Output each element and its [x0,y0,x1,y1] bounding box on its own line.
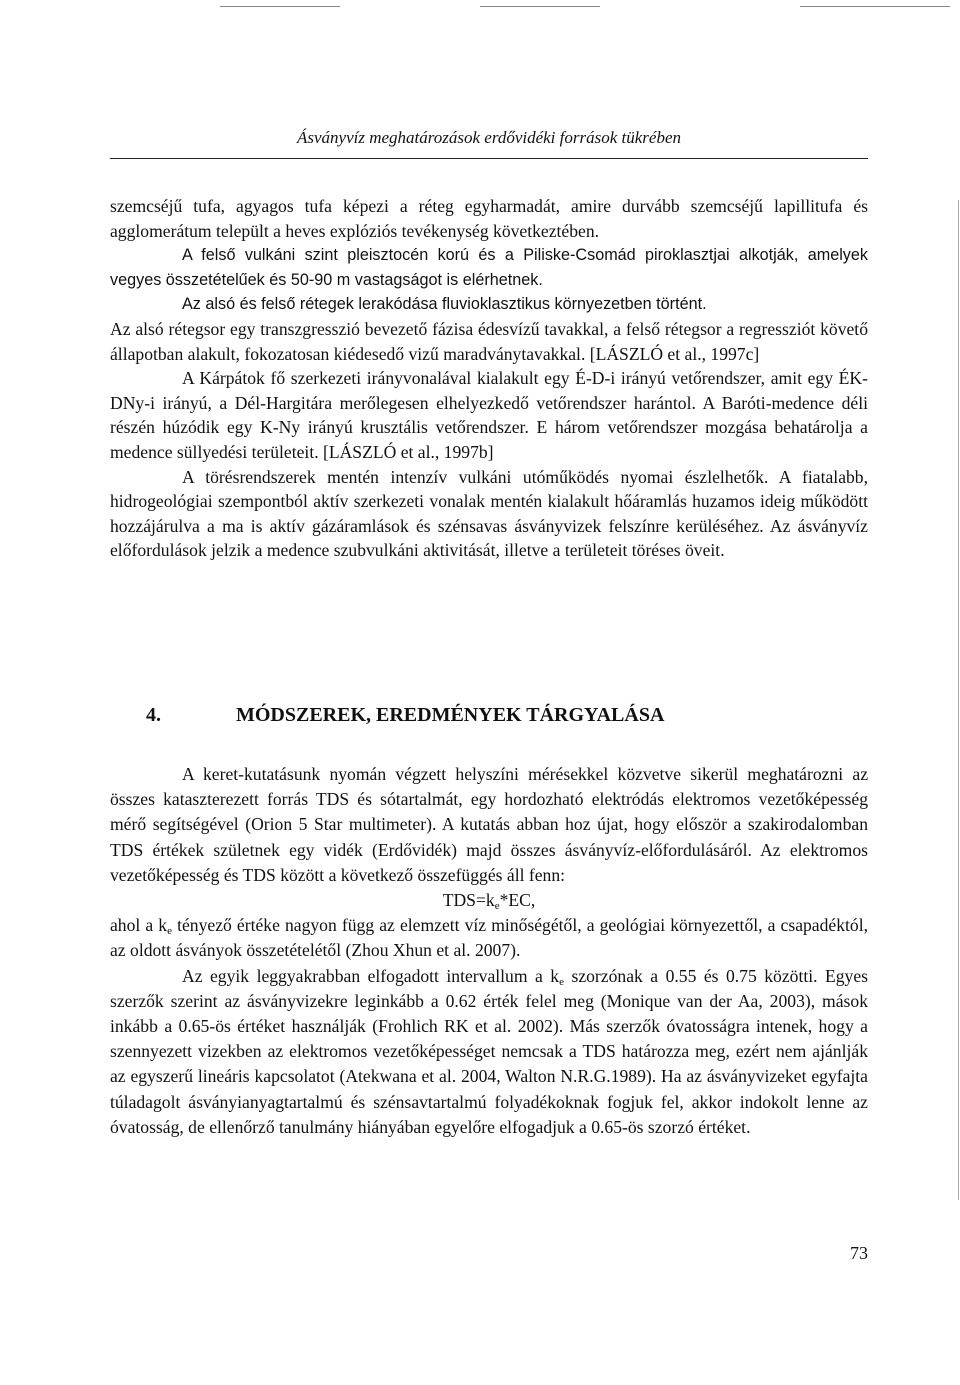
running-header: Ásványvíz meghatározások erdővidéki források tükrében [110,128,868,159]
scan-artifact-top-rule-mid [480,6,600,7]
paragraph-volcanic-activity: A törésrendszerek mentén intenzív vulkáni utóműködés nyomai észlelhetők. A fiatalabb, hidrogeológiai szempontból aktív szerkezeti vonalak mentén kialakult hőáramlás huzamos ideig működött hozzájárulva a ma is aktív gázáramlások és szénsavas ásványvizek felszínre kerüléséhez. Az ásványvíz előfordulások jelzik a medence szubvulkáni aktivitását, illetve a területeit töréses öveit. [110,466,868,561]
section-number: 4. [146,704,161,726]
paragraph-continuation: szemcséjű tufa, agyagos tufa képezi a réteg egyharmadát, amire durvább szemcséjű lapillitufa és agglomerátum települt a heves explóziós tevékenység következtében. [110,196,868,241]
scan-artifact-right-edge [958,200,959,1200]
paragraph-interval-start: Az egyik leggyakrabban elfogadott intervallum a k [182,965,560,986]
scan-artifact-top-rule-right [800,6,950,7]
formula-subscript: e [494,900,500,913]
body-text-top [110,194,868,563]
interval-subscript: e [559,975,564,988]
paragraph-ke-factor [110,913,868,963]
paragraph-ke-factor-start: ahol a k [110,915,168,936]
paragraph-upper-volcanic: A felső vulkáni szint pleisztocén korú és a Piliske-Csomád piroklasztjai alkotják, amelyek vegyes összetételűek és 50-90 m vastagságot is elérhetnek. [110,246,868,289]
scan-artifact-top-rule-left [220,6,340,7]
paragraph-ke-factor-rest: tényező értéke nagyon függ az elemzett víz minőségétől, a geológiai környezettől, a csapadéktól, az oldott ásványok összetételétől (Zhou Xhun et al. 2007). [110,915,868,961]
paragraph-methods: A keret-kutatásunk nyomán végzett helyszíni mérésekkel közvetve sikerül meghatározni az összes kataszterezett forrás TDS és sótartalmát, egy hordozható elektródás elektromos vezetőképesség mérő segítségével (Orion 5 Star multimeter). A kutatás abban hoz újat, hogy először a szakirodalomban TDS értékek születnek egy vidék (Erdővidék) majd összes ásványvíz-előfordulásáról. Az elektromos vezetőképesség és TDS között a következő összefüggés áll fenn: [110,764,868,885]
paragraph-interval-rest: szorzónak a 0.55 és 0.75 közötti. Egyes szerzők szerint az ásványvizekre leginkább a 0.62 érték felel meg (Monique van der Aa, 2003), mások inkább a 0.65-ös értéket használják (Frohlich RK et al. 2002). Más szerzők óvatosságra intenek, hogy a szennyezett vizekben az elektromos vezetőképességet nemcsak a TDS határozza meg, ezért nem ajánlják az egyszerű lineáris kapcsolatot (Atekwana et al. 2004, Walton N.R.G.1989). Ha az ásványvizeket egyfajta túladagolt ásványianyagtartalmú és szénsavtartalmú folyadékoknak fogjuk fel, akkor indokolt lenne az óvatosság, de ellenőrző tanulmány hiányában egyelőre elfogadjuk a 0.65-ös szorzó értéket. [110,965,868,1137]
formula-right: *EC, [499,890,536,911]
formula [110,888,868,913]
section-heading [110,704,868,727]
paragraph-interval [110,964,868,1140]
ke-subscript: e [167,925,172,938]
section-title: MÓDSZEREK, EREDMÉNYEK TÁRGYALÁSA [236,704,665,726]
formula-left: TDS=k [442,890,495,911]
page-number: 73 [850,1243,868,1263]
paragraph-sequences: Az alsó rétegsor egy transzgresszió bevezető fázisa édesvízű tavakkal, a felső rétegsor a regressziót követő állapotban alakult, fokozatosan kiédesedő vizű maradványtavakkal. [LÁSZLÓ et al., 1997c] [110,318,868,364]
paragraph-deposition: Az alsó és felső rétegek lerakódása fluvioklasztikus környezetben történt. [182,295,707,314]
paragraph-fault-systems: A Kárpátok fő szerkezeti irányvonalával kialakult egy É-D-i irányú vetőrendszer, amit egy ÉK-DNy-i irányú, a Dél-Hargitára merőlegesen elhelyezkedő vetőrendszer harántol. A Baróti-medence déli részén húzódik egy K-Ny irányú krusztális vetőrendszer. E három vetőrendszer mozgása behatárolja a medence süllyedési területeit. [LÁSZLÓ et al., 1997b] [110,368,868,462]
body-text-bottom [110,762,868,1140]
